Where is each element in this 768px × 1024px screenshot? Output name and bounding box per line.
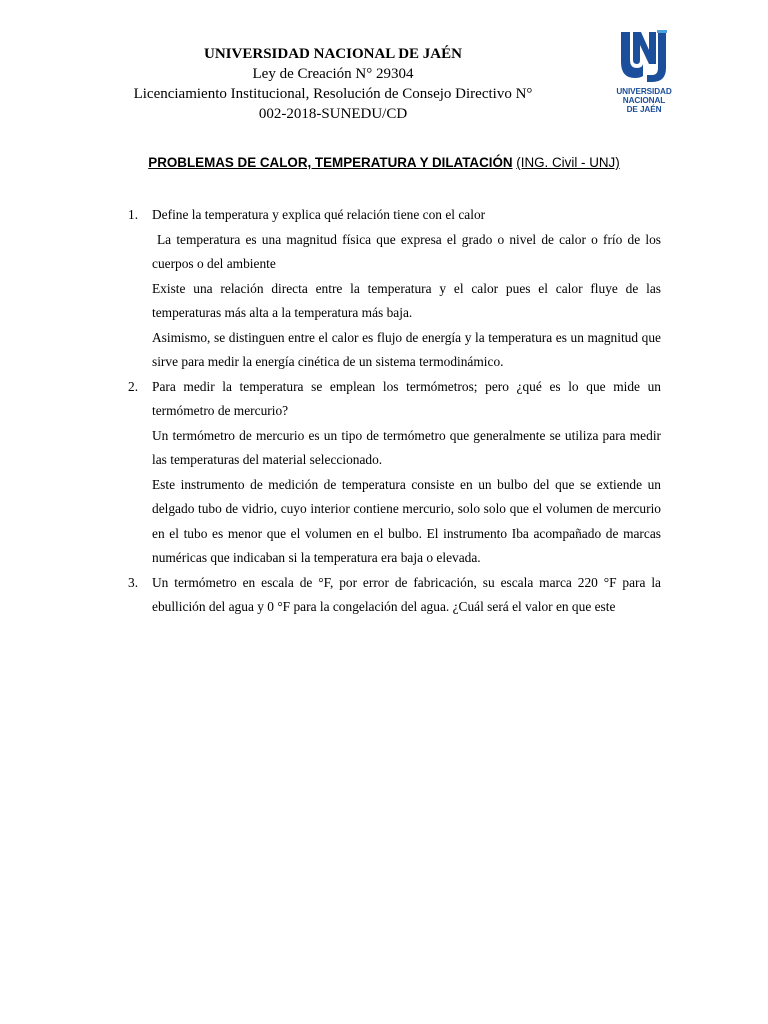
question-list	[125, 203, 661, 620]
creation-law: Ley de Creación N° 29304	[252, 66, 414, 82]
license-line-1: Licenciamiento Institucional, Resolución de Consejo Directivo N°	[133, 86, 533, 102]
question-number: 3.	[128, 574, 139, 590]
question-number: 1.	[128, 207, 139, 222]
logo-caption-line-2: DE JAÉN	[626, 105, 662, 114]
title-sub: (ING. Civil - UNJ)	[516, 155, 620, 170]
question-text: Para medir la temperatura se emplean los termómetros; pero ¿qué es lo que mide un termómetro de mercurio?	[152, 378, 661, 418]
question-text: Define la temperatura y explica qué relación tiene con el calor	[152, 207, 486, 222]
logo-caption	[596, 87, 692, 114]
question-text: Un termómetro en escala de °F, por error de fabricación, su escala marca 220 °F para la ebullición del agua y 0 °F para la congelación del agua. ¿Cuál será el valor en que este	[152, 574, 661, 614]
question-item-1	[125, 203, 661, 375]
license-line-2: 002-2018-SUNEDU/CD	[258, 106, 408, 122]
answer-paragraph: Un termómetro de mercurio es un tipo de termómetro que generalmente se utiliza para medir las temperaturas del material seleccionado.	[152, 427, 661, 467]
question-item-3	[125, 571, 661, 620]
answer-paragraph: Este instrumento de medición de temperatura consiste en un bulbo del que se extiende un delgado tubo de vidrio, cuyo interior contiene mercurio, solo solo que el volumen de mercurio en el tubo es menor que el volumen en el bulbo. El instrumento Iba acompañado de marcas numéricas que indicaban si la temperatura era baja o elevada.	[152, 476, 661, 565]
question-item-2	[125, 375, 661, 571]
university-name: UNIVERSIDAD NACIONAL DE JAÉN	[204, 46, 462, 62]
document-header	[110, 44, 556, 124]
answer-paragraph: La temperatura es una magnitud física que expresa el grado o nivel de calor o frío de los cuerpos o del ambiente	[152, 231, 661, 271]
unj-logo-icon	[619, 30, 669, 84]
document-title	[40, 154, 728, 172]
title-main: PROBLEMAS DE CALOR, TEMPERATURA Y DILATACIÓN	[148, 155, 513, 170]
question-number: 2.	[128, 378, 139, 394]
answer-paragraph: Asimismo, se distinguen entre el calor es flujo de energía y la temperatura es un magnitud que sirve para medir la energía cinética de un sistema termodinámico.	[152, 329, 661, 369]
university-logo	[596, 30, 692, 114]
logo-caption-line-1: UNIVERSIDAD NACIONAL	[616, 87, 672, 105]
answer-paragraph: Existe una relación directa entre la temperatura y el calor pues el calor fluye de las temperaturas más alta a la temperatura más baja.	[152, 280, 661, 320]
